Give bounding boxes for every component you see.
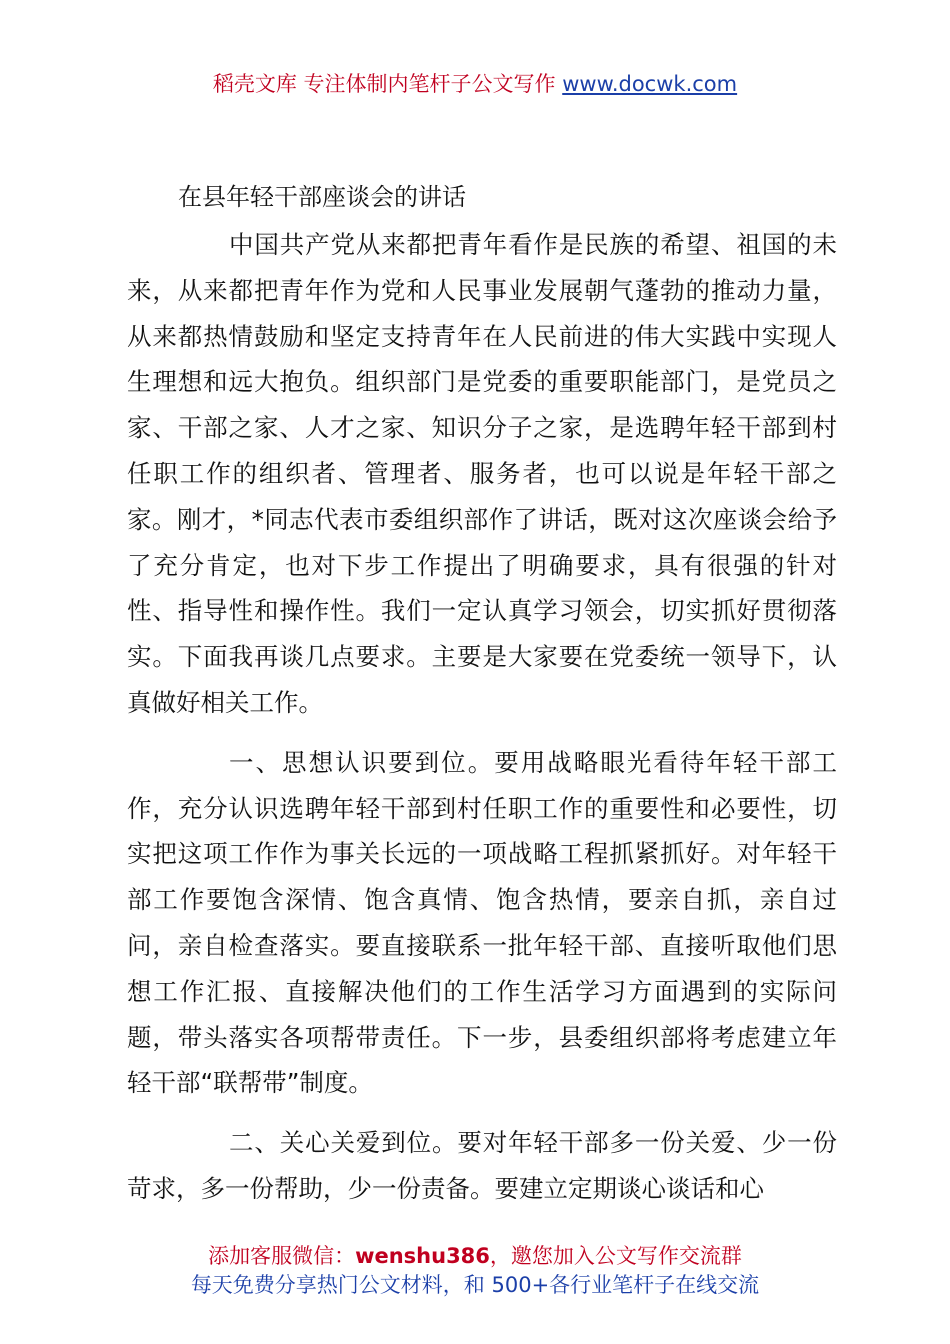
paragraph-section-1: 一、思想认识要到位。要用战略眼光看待年轻干部工作，充分认识选聘年轻干部到村任职工作的重要性和必要性，切实把这项工作作为事关长远的一项战略工程抓紧抓好。对年轻干部工作要饱含深情、饱含真情、饱含热情，要亲自抓，亲自过问，亲自检查落实。要直接联系一批年轻干部、直接听取他们思想工作汇报、直接解决他们的工作生活学习方面遇到的实际问题，带头落实各项帮带责任。下一步，县委组织部将考虑建立年轻干部“联帮带”制度。: [127, 747, 837, 1098]
header-slogan: 稻壳文库 专注体制内笔杆子公文写作: [212, 72, 563, 96]
footer-wechat-id: wenshu386: [355, 1244, 490, 1268]
document-body: [127, 222, 837, 1212]
paragraph-section-2: 二、关心关爱到位。要对年轻干部多一份关爱、少一份苛求，多一份帮助，少一份责备。要建立定期谈心谈话和心: [127, 1128, 837, 1203]
footer-wechat-suffix: ，邀您加入公文写作交流群: [489, 1244, 742, 1268]
document-title: 在县年轻干部座谈会的讲话: [178, 183, 466, 211]
footer-wechat-prefix: 添加客服微信：: [208, 1244, 356, 1268]
paragraph-intro: 中国共产党从来都把青年看作是民族的希望、祖国的未来，从来都把青年作为党和人民事业发展朝气蓬勃的推动力量，从来都热情鼓励和坚定支持青年在人民前进的伟大实践中实现人生理想和远大抱负。组织部门是党委的重要职能部门，是党员之家、干部之家、人才之家、知识分子之家，是选聘年轻干部到村任职工作的组织者、管理者、服务者，也可以说是年轻干部之家。刚才，*同志代表市委组织部作了讲话，既对这次座谈会给予了充分肯定，也对下步工作提出了明确要求，具有很强的针对性、指导性和操作性。我们一定认真学习领会，切实抓好贯彻落实。下面我再谈几点要求。主要是大家要在党委统一领导下，认真做好相关工作。: [127, 230, 837, 717]
page-header: [0, 70, 950, 98]
footer-wechat-line: [0, 1242, 950, 1270]
footer-share-line: 每天免费分享热门公文材料，和 500+各行业笔杆子在线交流: [190, 1273, 760, 1297]
site-link[interactable]: www.docwk.com: [562, 72, 738, 96]
